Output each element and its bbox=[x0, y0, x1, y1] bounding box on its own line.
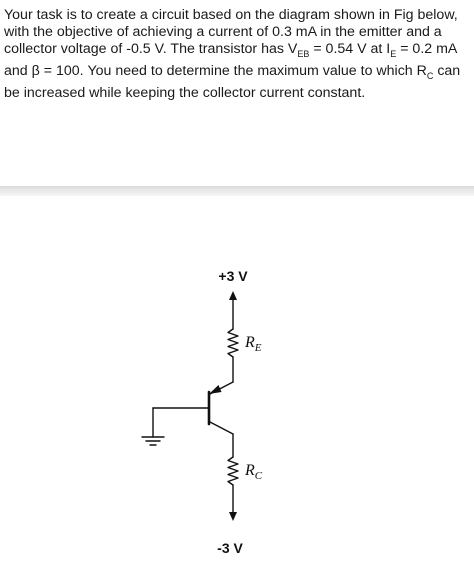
bottom-supply-label: -3 V bbox=[217, 540, 243, 556]
problem-text: = 0.54 V at I bbox=[309, 41, 391, 57]
problem-line-4 bbox=[4, 63, 470, 85]
bottom-supply-arrow-icon bbox=[229, 512, 237, 521]
circuit-diagram bbox=[0, 196, 474, 563]
problem-text: = 0.2 mA bbox=[396, 41, 458, 57]
subscript: EB bbox=[297, 48, 310, 59]
collector-lead bbox=[210, 422, 233, 434]
emitter-arrow-icon bbox=[209, 385, 222, 394]
problem-line-5: be increased while keeping the collector current constant. bbox=[4, 84, 366, 101]
problem-statement bbox=[4, 7, 470, 102]
problem-line-2: with the objective of achieving a current of 0.3 mA in the emitter and a bbox=[4, 24, 442, 40]
problem-text: can bbox=[433, 62, 461, 79]
problem-text: and β = 100. You need to determine the maximum value to which R bbox=[4, 62, 427, 79]
emitter-resistor-symbol: R bbox=[245, 334, 255, 351]
section-divider bbox=[0, 186, 474, 196]
collector-resistor-label bbox=[244, 462, 263, 482]
problem-line-3 bbox=[4, 41, 470, 63]
problem-text: collector voltage of -0.5 V. The transistor has V bbox=[4, 41, 298, 57]
collector-resistor-subscript: C bbox=[254, 470, 263, 482]
top-supply-label: +3 V bbox=[218, 268, 248, 284]
collector-resistor-symbol: R bbox=[245, 462, 255, 479]
ground-icon bbox=[142, 437, 164, 445]
emitter-resistor bbox=[228, 329, 238, 357]
emitter-resistor-label bbox=[244, 334, 262, 354]
collector-resistor bbox=[228, 457, 238, 485]
subscript: E bbox=[390, 48, 397, 59]
top-supply-arrow-icon bbox=[229, 291, 237, 300]
subscript: C bbox=[426, 70, 434, 81]
emitter-resistor-subscript: E bbox=[254, 342, 262, 354]
problem-line-1: Your task is to create a circuit based on the diagram shown in Fig below, bbox=[4, 7, 458, 23]
